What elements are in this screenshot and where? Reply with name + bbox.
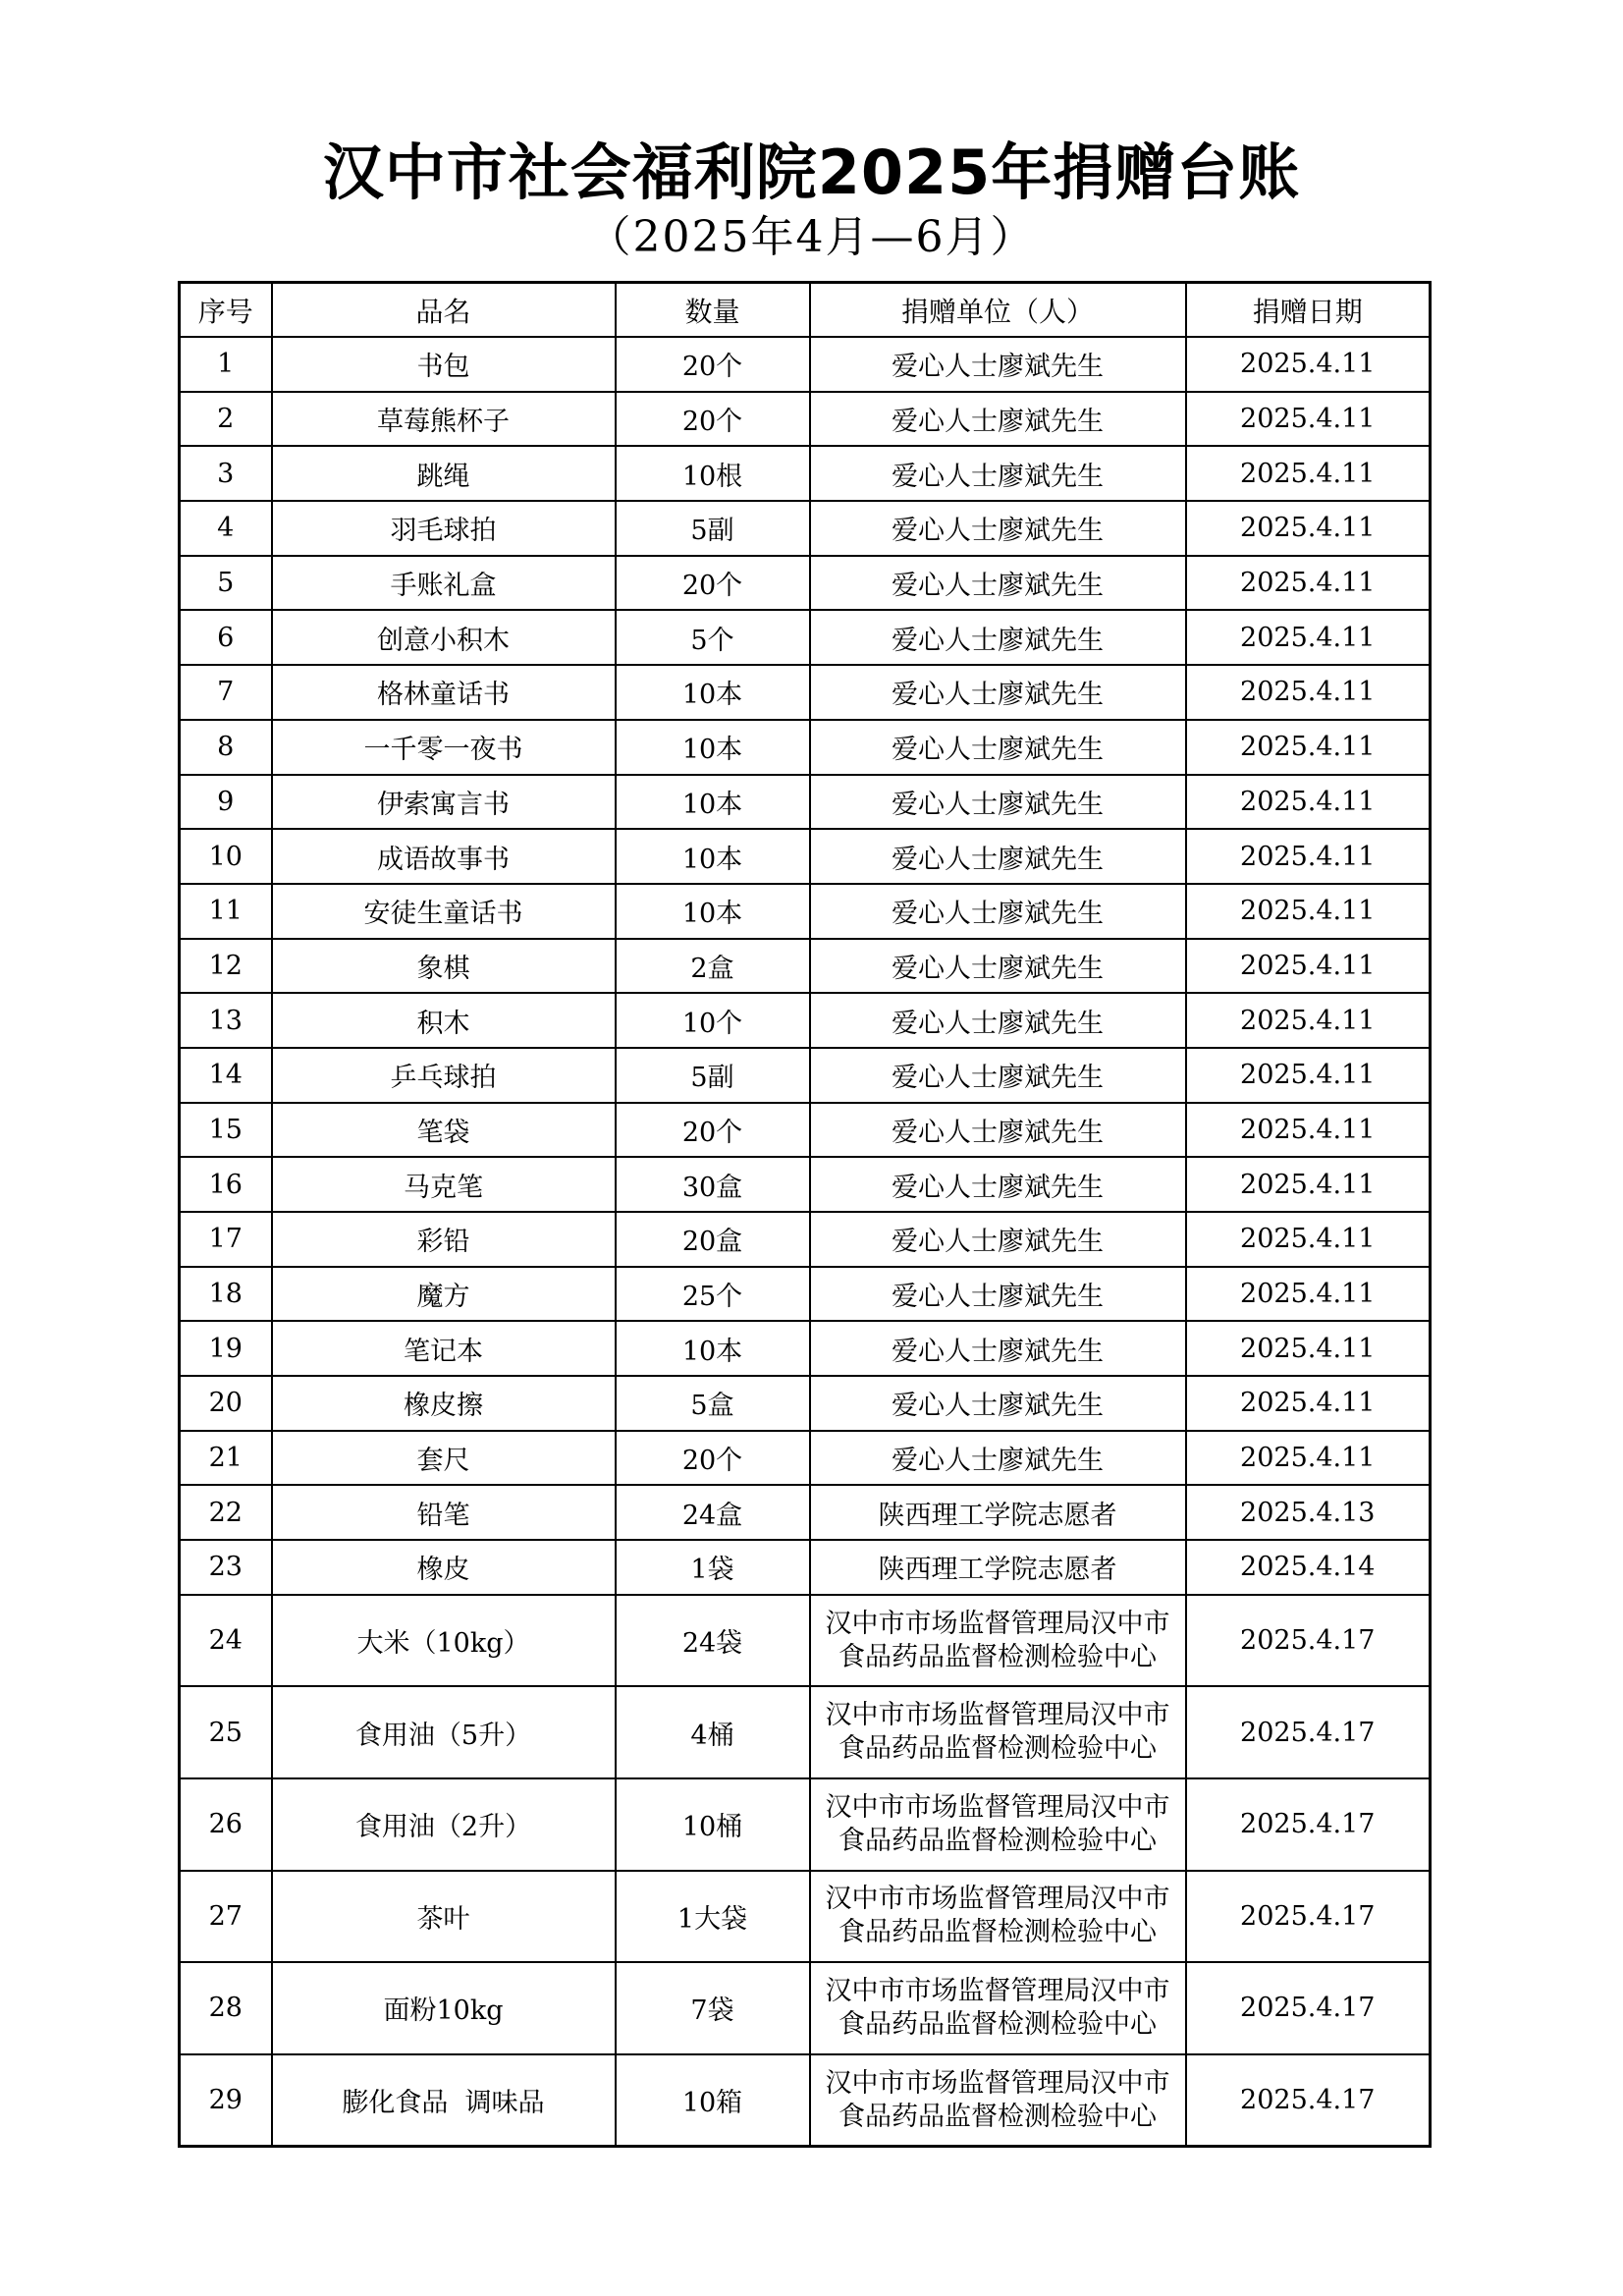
- cell-item: 乒乓球拍: [272, 1048, 616, 1103]
- cell-donor: 爱心人士廖斌先生: [810, 1321, 1186, 1376]
- cell-item: 成语故事书: [272, 829, 616, 884]
- cell-item: 大米（10kg）: [272, 1595, 616, 1687]
- cell-donor: 爱心人士廖斌先生: [810, 556, 1186, 611]
- table-row: [180, 993, 1431, 1048]
- cell-donor: 汉中市市场监督管理局汉中市食品药品监督检测检验中心: [810, 2054, 1186, 2147]
- cell-item: 格林童话书: [272, 665, 616, 720]
- cell-index: 29: [180, 2054, 272, 2147]
- table-row: [180, 2054, 1431, 2147]
- cell-quantity: 20个: [616, 337, 810, 392]
- cell-donor: 汉中市市场监督管理局汉中市食品药品监督检测检验中心: [810, 1686, 1186, 1778]
- cell-item: 膨化食品 调味品: [272, 2054, 616, 2147]
- cell-quantity: 20个: [616, 392, 810, 447]
- table-row: [180, 337, 1431, 392]
- cell-quantity: 10个: [616, 993, 810, 1048]
- cell-quantity: 20盒: [616, 1212, 810, 1267]
- cell-item: 马克笔: [272, 1157, 616, 1212]
- cell-quantity: 24盒: [616, 1485, 810, 1540]
- cell-quantity: 24袋: [616, 1595, 810, 1687]
- cell-date: 2025.4.11: [1186, 665, 1431, 720]
- cell-item: 创意小积木: [272, 610, 616, 665]
- cell-date: 2025.4.11: [1186, 1103, 1431, 1158]
- cell-index: 15: [180, 1103, 272, 1158]
- cell-index: 18: [180, 1267, 272, 1322]
- cell-item: 橡皮擦: [272, 1376, 616, 1431]
- cell-date: 2025.4.11: [1186, 884, 1431, 939]
- cell-quantity: 5盒: [616, 1376, 810, 1431]
- cell-donor: 汉中市市场监督管理局汉中市食品药品监督检测检验中心: [810, 1595, 1186, 1687]
- cell-index: 28: [180, 1962, 272, 2054]
- cell-date: 2025.4.14: [1186, 1540, 1431, 1595]
- cell-item: 象棋: [272, 939, 616, 994]
- cell-index: 10: [180, 829, 272, 884]
- table-row: [180, 1686, 1431, 1778]
- cell-index: 25: [180, 1686, 272, 1778]
- cell-index: 26: [180, 1778, 272, 1871]
- table-row: [180, 1595, 1431, 1687]
- table-row: [180, 1376, 1431, 1431]
- table-row: [180, 1267, 1431, 1322]
- cell-item: 羽毛球拍: [272, 501, 616, 556]
- cell-index: 24: [180, 1595, 272, 1687]
- table-row: [180, 1321, 1431, 1376]
- cell-item: 跳绳: [272, 446, 616, 501]
- cell-quantity: 10箱: [616, 2054, 810, 2147]
- cell-date: 2025.4.11: [1186, 1376, 1431, 1431]
- cell-date: 2025.4.11: [1186, 775, 1431, 830]
- cell-donor: 爱心人士廖斌先生: [810, 1267, 1186, 1322]
- cell-donor: 爱心人士廖斌先生: [810, 993, 1186, 1048]
- cell-date: 2025.4.11: [1186, 939, 1431, 994]
- document-title: 汉中市社会福利院2025年捐赠台账: [322, 137, 1301, 208]
- cell-donor: 爱心人士廖斌先生: [810, 610, 1186, 665]
- cell-quantity: 5副: [616, 501, 810, 556]
- cell-donor: 爱心人士廖斌先生: [810, 392, 1186, 447]
- cell-quantity: 10本: [616, 775, 810, 830]
- header-quantity: 数量: [616, 283, 810, 338]
- header-donor: 捐赠单位（人）: [810, 283, 1186, 338]
- cell-donor: 爱心人士廖斌先生: [810, 446, 1186, 501]
- document-subtitle: （2025年4月—6月）: [587, 212, 1036, 262]
- cell-donor: 汉中市市场监督管理局汉中市食品药品监督检测检验中心: [810, 1778, 1186, 1871]
- cell-date: 2025.4.17: [1186, 1686, 1431, 1778]
- cell-index: 20: [180, 1376, 272, 1431]
- cell-item: 套尺: [272, 1431, 616, 1486]
- header-item: 品名: [272, 283, 616, 338]
- cell-quantity: 7袋: [616, 1962, 810, 2054]
- table-row: [180, 1871, 1431, 1963]
- cell-item: 草莓熊杯子: [272, 392, 616, 447]
- cell-donor: 爱心人士廖斌先生: [810, 1048, 1186, 1103]
- cell-item: 食用油（2升）: [272, 1778, 616, 1871]
- cell-quantity: 30盒: [616, 1157, 810, 1212]
- cell-date: 2025.4.13: [1186, 1485, 1431, 1540]
- cell-quantity: 1大袋: [616, 1871, 810, 1963]
- cell-index: 8: [180, 720, 272, 775]
- table-row: [180, 1212, 1431, 1267]
- table-row: [180, 1778, 1431, 1871]
- table-row: [180, 392, 1431, 447]
- cell-donor: 爱心人士廖斌先生: [810, 775, 1186, 830]
- cell-date: 2025.4.17: [1186, 1595, 1431, 1687]
- cell-item: 魔方: [272, 1267, 616, 1322]
- table-row: [180, 939, 1431, 994]
- cell-donor: 陕西理工学院志愿者: [810, 1485, 1186, 1540]
- cell-date: 2025.4.11: [1186, 446, 1431, 501]
- cell-donor: 爱心人士廖斌先生: [810, 1103, 1186, 1158]
- cell-donor: 爱心人士廖斌先生: [810, 665, 1186, 720]
- cell-donor: 陕西理工学院志愿者: [810, 1540, 1186, 1595]
- cell-quantity: 4桶: [616, 1686, 810, 1778]
- table-row: [180, 720, 1431, 775]
- table-body: [180, 337, 1431, 2147]
- cell-item: 书包: [272, 337, 616, 392]
- cell-index: 22: [180, 1485, 272, 1540]
- cell-quantity: 20个: [616, 1103, 810, 1158]
- cell-date: 2025.4.11: [1186, 1321, 1431, 1376]
- table-row: [180, 610, 1431, 665]
- cell-donor: 爱心人士廖斌先生: [810, 1431, 1186, 1486]
- cell-donor: 爱心人士廖斌先生: [810, 884, 1186, 939]
- cell-quantity: 10本: [616, 884, 810, 939]
- table-row: [180, 501, 1431, 556]
- cell-donor: 爱心人士廖斌先生: [810, 1376, 1186, 1431]
- cell-donor: 爱心人士廖斌先生: [810, 337, 1186, 392]
- cell-item: 笔袋: [272, 1103, 616, 1158]
- cell-item: 积木: [272, 993, 616, 1048]
- cell-quantity: 5个: [616, 610, 810, 665]
- table-row: [180, 556, 1431, 611]
- cell-donor: 爱心人士廖斌先生: [810, 720, 1186, 775]
- cell-item: 伊索寓言书: [272, 775, 616, 830]
- cell-item: 一千零一夜书: [272, 720, 616, 775]
- cell-date: 2025.4.11: [1186, 1157, 1431, 1212]
- table-row: [180, 1485, 1431, 1540]
- cell-donor: 爱心人士廖斌先生: [810, 939, 1186, 994]
- cell-date: 2025.4.17: [1186, 1871, 1431, 1963]
- cell-index: 21: [180, 1431, 272, 1486]
- table-row: [180, 1157, 1431, 1212]
- cell-quantity: 20个: [616, 1431, 810, 1486]
- cell-donor: 爱心人士廖斌先生: [810, 1212, 1186, 1267]
- cell-date: 2025.4.11: [1186, 993, 1431, 1048]
- cell-quantity: 1袋: [616, 1540, 810, 1595]
- table-row: [180, 446, 1431, 501]
- cell-date: 2025.4.11: [1186, 829, 1431, 884]
- cell-date: 2025.4.11: [1186, 720, 1431, 775]
- cell-date: 2025.4.17: [1186, 1962, 1431, 2054]
- table-row: [180, 829, 1431, 884]
- cell-item: 茶叶: [272, 1871, 616, 1963]
- cell-item: 食用油（5升）: [272, 1686, 616, 1778]
- cell-item: 铅笔: [272, 1485, 616, 1540]
- cell-index: 19: [180, 1321, 272, 1376]
- cell-date: 2025.4.11: [1186, 501, 1431, 556]
- cell-quantity: 20个: [616, 556, 810, 611]
- table-row: [180, 775, 1431, 830]
- cell-index: 1: [180, 337, 272, 392]
- table-row: [180, 665, 1431, 720]
- cell-donor: 爱心人士廖斌先生: [810, 501, 1186, 556]
- cell-date: 2025.4.11: [1186, 337, 1431, 392]
- table-row: [180, 1103, 1431, 1158]
- cell-index: 27: [180, 1871, 272, 1963]
- cell-quantity: 10桶: [616, 1778, 810, 1871]
- donation-ledger-table: [178, 281, 1432, 2148]
- cell-date: 2025.4.11: [1186, 610, 1431, 665]
- cell-index: 14: [180, 1048, 272, 1103]
- header-date: 捐赠日期: [1186, 283, 1431, 338]
- cell-index: 13: [180, 993, 272, 1048]
- cell-item: 安徒生童话书: [272, 884, 616, 939]
- table-row: [180, 1962, 1431, 2054]
- cell-quantity: 2盒: [616, 939, 810, 994]
- cell-donor: 爱心人士廖斌先生: [810, 829, 1186, 884]
- cell-item: 橡皮: [272, 1540, 616, 1595]
- header-index: 序号: [180, 283, 272, 338]
- cell-date: 2025.4.11: [1186, 392, 1431, 447]
- cell-index: 9: [180, 775, 272, 830]
- table-row: [180, 1048, 1431, 1103]
- table-row: [180, 884, 1431, 939]
- cell-date: 2025.4.11: [1186, 1431, 1431, 1486]
- cell-date: 2025.4.17: [1186, 1778, 1431, 1871]
- cell-index: 23: [180, 1540, 272, 1595]
- cell-quantity: 10本: [616, 1321, 810, 1376]
- cell-item: 彩铅: [272, 1212, 616, 1267]
- cell-quantity: 10本: [616, 720, 810, 775]
- cell-item: 手账礼盒: [272, 556, 616, 611]
- cell-quantity: 10根: [616, 446, 810, 501]
- table-row: [180, 1431, 1431, 1486]
- cell-date: 2025.4.11: [1186, 1048, 1431, 1103]
- cell-item: 面粉10kg: [272, 1962, 616, 2054]
- cell-donor: 爱心人士廖斌先生: [810, 1157, 1186, 1212]
- cell-item: 笔记本: [272, 1321, 616, 1376]
- table-header-row: [180, 283, 1431, 338]
- cell-quantity: 10本: [616, 665, 810, 720]
- cell-quantity: 5副: [616, 1048, 810, 1103]
- cell-date: 2025.4.11: [1186, 556, 1431, 611]
- cell-index: 11: [180, 884, 272, 939]
- cell-donor: 汉中市市场监督管理局汉中市食品药品监督检测检验中心: [810, 1871, 1186, 1963]
- cell-index: 6: [180, 610, 272, 665]
- cell-date: 2025.4.11: [1186, 1267, 1431, 1322]
- cell-index: 17: [180, 1212, 272, 1267]
- cell-quantity: 25个: [616, 1267, 810, 1322]
- cell-index: 2: [180, 392, 272, 447]
- cell-index: 4: [180, 501, 272, 556]
- cell-index: 16: [180, 1157, 272, 1212]
- table-row: [180, 1540, 1431, 1595]
- cell-index: 5: [180, 556, 272, 611]
- cell-index: 3: [180, 446, 272, 501]
- cell-index: 12: [180, 939, 272, 994]
- cell-date: 2025.4.11: [1186, 1212, 1431, 1267]
- cell-index: 7: [180, 665, 272, 720]
- cell-quantity: 10本: [616, 829, 810, 884]
- cell-date: 2025.4.17: [1186, 2054, 1431, 2147]
- cell-donor: 汉中市市场监督管理局汉中市食品药品监督检测检验中心: [810, 1962, 1186, 2054]
